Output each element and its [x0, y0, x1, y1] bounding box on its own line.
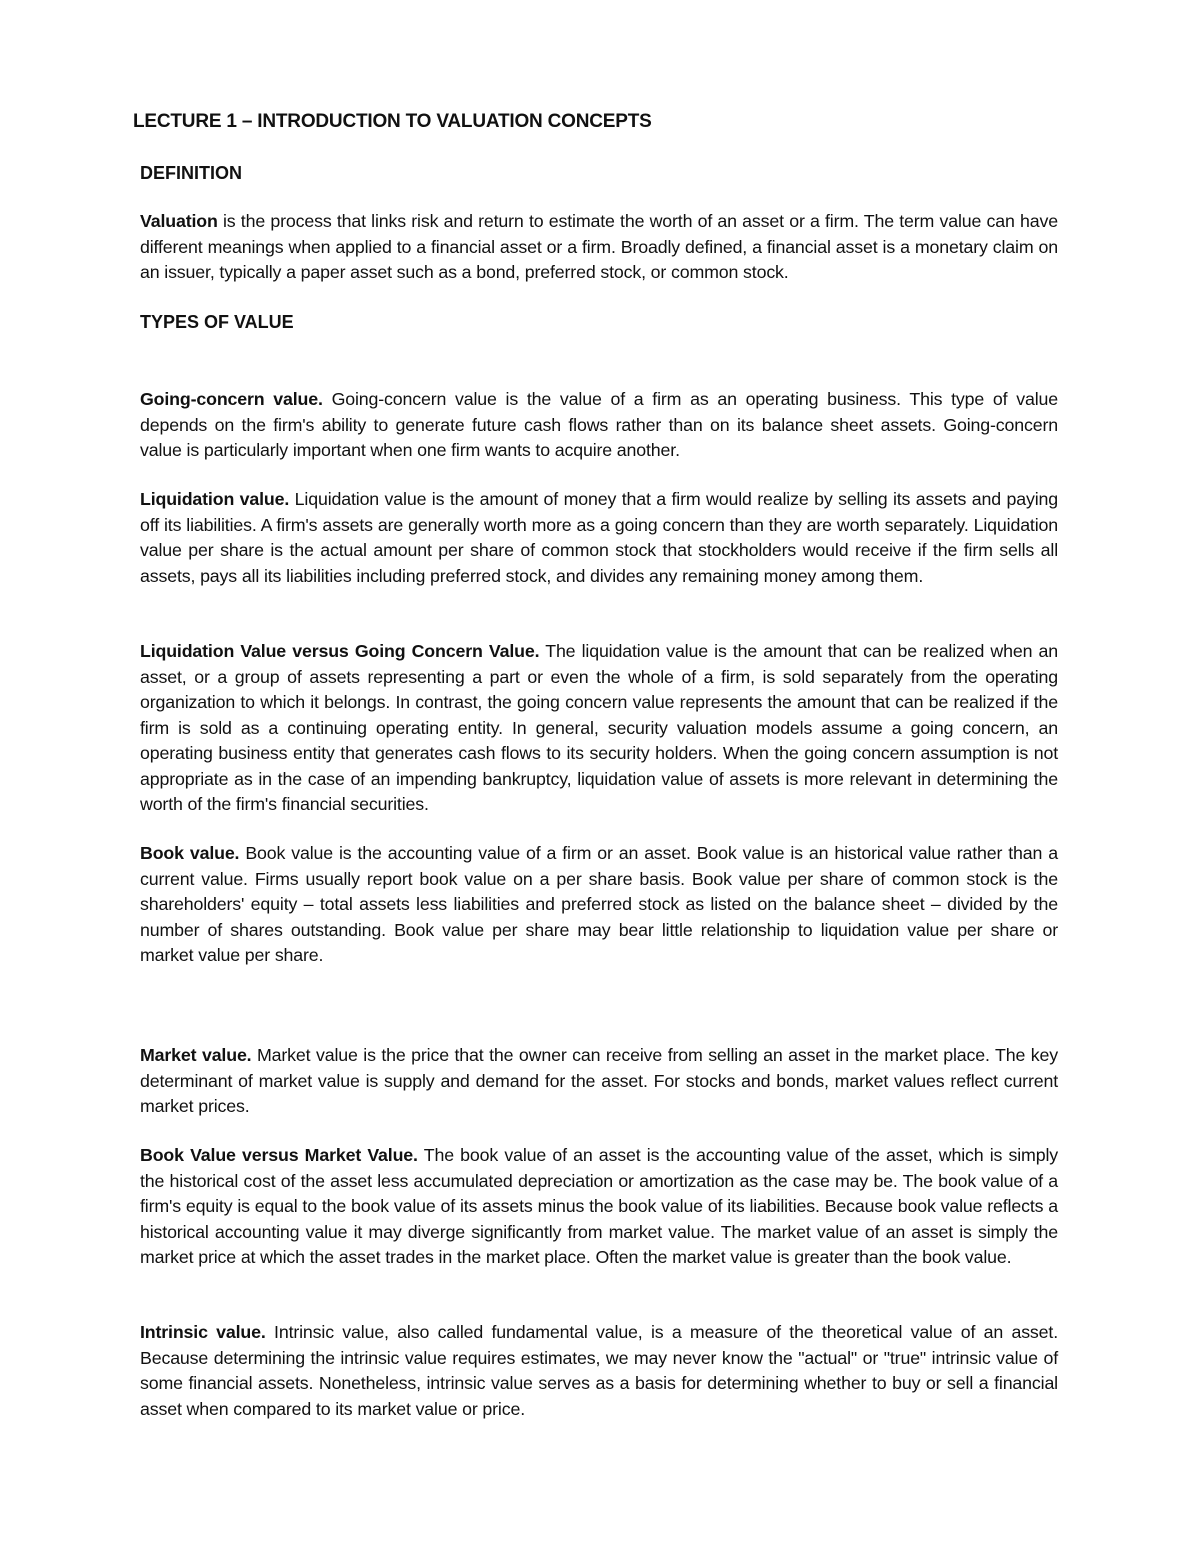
- types-of-value-heading: TYPES OF VALUE: [140, 312, 294, 332]
- text-market-value: Market value is the price that the owner can receive from selling an asset in the market place. The key determinant of market value is supply and demand for the asset. For stocks and bonds, market values reflect current market prices.: [140, 1045, 1058, 1116]
- paragraph-going-concern: [140, 387, 1058, 464]
- paragraph-valuation: [140, 209, 1058, 286]
- text-liquidation: Liquidation value is the amount of money that a firm would realize by selling its assets and paying off its liabilities. A firm's assets are generally worth more as a going concern than they are worth separately. Liquidation value per share is the actual amount per share of common stock that stockholders would receive if the firm sells all assets, pays all its liabilities including preferred stock, and divides any remaining money among them.: [140, 489, 1058, 586]
- paragraph-liquidation: [140, 487, 1058, 589]
- term-market-value: Market value.: [140, 1045, 252, 1065]
- text-book-vs-market: The book value of an asset is the accounting value of the asset, which is simply the historical cost of the asset less accumulated depreciation or amortization as the case may be. The book value of a firm's equity is equal to the book value of its assets minus the book value of its liabilities. Because book value reflects a historical accounting value it may diverge significantly from market value. The market value of an asset is simply the market price at which the asset trades in the market place. Often the market value is greater than the book value.: [140, 1145, 1058, 1267]
- term-going-concern: Going-concern value.: [140, 389, 323, 409]
- text-intrinsic: Intrinsic value, also called fundamental value, is a measure of the theoretical value of an asset. Because determining the intrinsic value requires estimates, we may never know the "actual" or "true" intrinsic value of some financial assets. Nonetheless, intrinsic value serves as a basis for determining whether to buy or sell a financial asset when compared to its market value or price.: [140, 1322, 1058, 1419]
- paragraph-market-value: [140, 1043, 1058, 1120]
- paragraph-intrinsic: [140, 1320, 1058, 1422]
- term-book-vs-market: Book Value versus Market Value.: [140, 1145, 418, 1165]
- paragraph-book-vs-market: [140, 1143, 1058, 1271]
- paragraph-liquidation-vs-going-concern: [140, 639, 1058, 818]
- text-going-concern: Going-concern value is the value of a firm as an operating business. This type of value depends on the firm's ability to generate future cash flows rather than on its balance sheet assets. Going-concern value is particularly important when one firm wants to acquire another.: [140, 389, 1058, 460]
- text-liquidation-vs-going-concern: The liquidation value is the amount that can be realized when an asset, or a group of assets representing a part or even the whole of a firm, is sold separately from the operating organization to which it belongs. In contrast, the going concern value represents the amount that can be realized if the firm is sold as a continuing operating entity. In general, security valuation models assume a going concern, an operating business entity that generates cash flows to its security holders. When the going concern assumption is not appropriate as in the case of an impending bankruptcy, liquidation value of assets is more relevant in determining the worth of the firm's financial securities.: [140, 641, 1058, 814]
- term-liquidation: Liquidation value.: [140, 489, 290, 509]
- definition-heading: DEFINITION: [140, 163, 242, 183]
- term-book-value: Book value.: [140, 843, 240, 863]
- page-title: LECTURE 1 – INTRODUCTION TO VALUATION CONCEPTS: [133, 111, 652, 132]
- text-valuation: is the process that links risk and return to estimate the worth of an asset or a firm. The term value can have different meanings when applied to a financial asset or a firm. Broadly defined, a financial asset is a monetary claim on an issuer, typically a paper asset such as a bond, preferred stock, or common stock.: [140, 211, 1058, 282]
- term-intrinsic: Intrinsic value.: [140, 1322, 266, 1342]
- text-book-value: Book value is the accounting value of a firm or an asset. Book value is an historical value rather than a current value. Firms usually report book value on a per share basis. Book value per share of common stock is the shareholders' equity – total assets less liabilities and preferred stock as listed on the balance sheet – divided by the number of shares outstanding. Book value per share may bear little relationship to liquidation value per share or market value per share.: [140, 843, 1059, 965]
- term-valuation: Valuation: [140, 211, 218, 231]
- paragraph-book-value: [140, 841, 1058, 969]
- term-liquidation-vs-going-concern: Liquidation Value versus Going Concern Value.: [140, 641, 540, 661]
